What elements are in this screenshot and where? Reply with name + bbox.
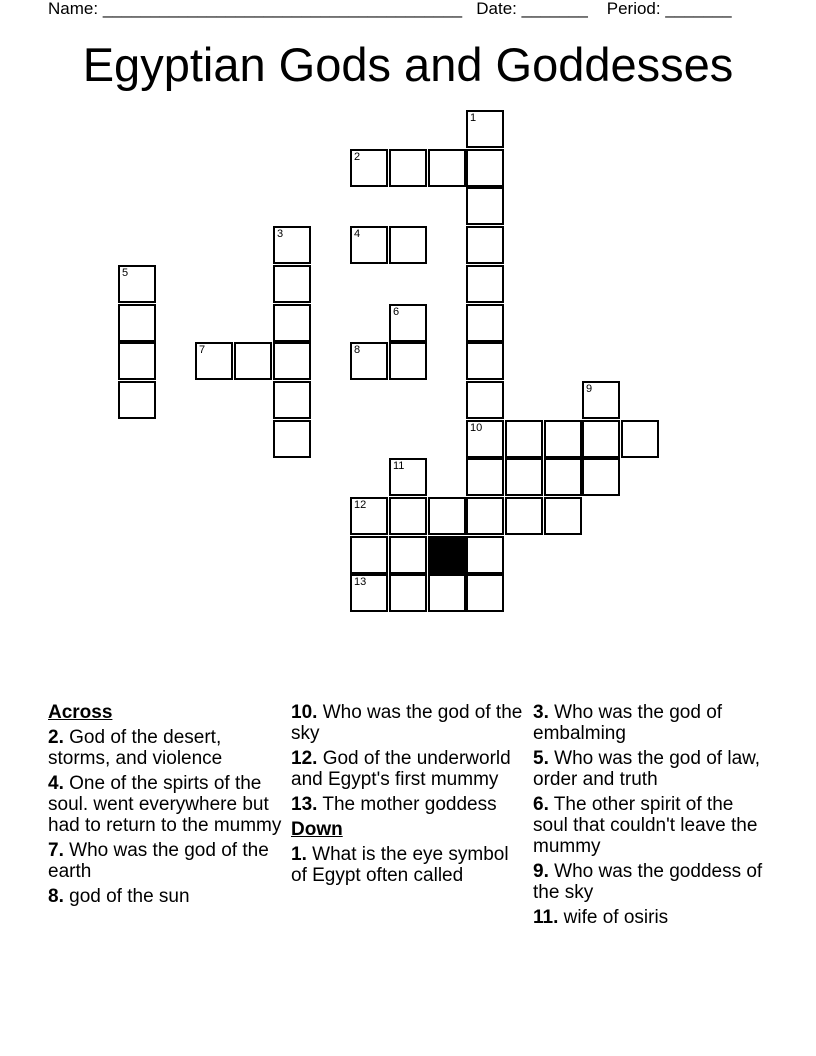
clue-number: 9. [533, 861, 549, 882]
crossword-cell[interactable] [505, 458, 543, 496]
crossword-cell[interactable] [273, 265, 311, 303]
clue-down-11 [533, 907, 773, 928]
crossword-cell[interactable] [582, 420, 620, 458]
crossword-cell[interactable] [428, 574, 466, 612]
clue-text: Who was the god of law, order and truth [533, 748, 761, 790]
crossword-cell[interactable] [466, 265, 504, 303]
clue-number: 12. [291, 748, 318, 769]
crossword-cell[interactable] [350, 149, 388, 187]
clue-number: 3. [533, 702, 549, 723]
clue-text: The mother goddess [322, 794, 497, 815]
crossword-cell[interactable] [466, 226, 504, 264]
cell-number: 7 [199, 344, 206, 356]
crossword-cell[interactable] [118, 265, 156, 303]
cell-number: 9 [586, 383, 593, 395]
crossword-cell[interactable] [118, 342, 156, 380]
clue-down-9 [533, 861, 773, 903]
cell-number: 12 [354, 499, 367, 511]
crossword-cell[interactable] [234, 342, 272, 380]
date-blank[interactable]: _______ [521, 0, 588, 18]
clue-number: 4. [48, 773, 64, 794]
cell-number: 10 [470, 422, 483, 434]
cell-number: 4 [354, 228, 361, 240]
clues-column-1 [48, 702, 283, 911]
crossword-cell[interactable] [582, 381, 620, 419]
crossword-cell[interactable] [389, 536, 427, 574]
crossword-cell[interactable] [466, 342, 504, 380]
clue-number: 1. [291, 844, 307, 865]
crossword-cell[interactable] [389, 304, 427, 342]
crossword-cell[interactable] [350, 342, 388, 380]
blocked-cell [428, 536, 466, 574]
crossword-cell[interactable] [544, 497, 582, 535]
crossword-cell[interactable] [350, 497, 388, 535]
crossword-cell[interactable] [389, 149, 427, 187]
clue-across-12 [291, 748, 526, 790]
clue-down-6 [533, 794, 773, 857]
crossword-cell[interactable] [466, 187, 504, 225]
crossword-cell[interactable] [544, 420, 582, 458]
clue-text: Who was the goddess of the sky [533, 861, 763, 903]
clue-across-10 [291, 702, 526, 744]
crossword-cell[interactable] [466, 458, 504, 496]
period-label: Period: [606, 0, 661, 18]
crossword-cell[interactable] [118, 304, 156, 342]
cell-number: 2 [354, 151, 361, 163]
clue-number: 11. [533, 907, 559, 928]
crossword-cell[interactable] [273, 342, 311, 380]
clue-down-3 [533, 702, 773, 744]
clue-text: God of the desert, storms, and violence [48, 727, 223, 769]
crossword-cell[interactable] [428, 149, 466, 187]
date-label: Date: [476, 0, 517, 18]
crossword-cell[interactable] [466, 574, 504, 612]
crossword-cell[interactable] [466, 149, 504, 187]
crossword-cell[interactable] [118, 381, 156, 419]
cell-number: 13 [354, 576, 367, 588]
clue-text: Who was the god of embalming [533, 702, 723, 744]
cell-number: 8 [354, 344, 361, 356]
crossword-cell[interactable] [273, 381, 311, 419]
clue-number: 8. [48, 886, 64, 907]
crossword-cell[interactable] [621, 420, 659, 458]
period-blank[interactable]: _______ [665, 0, 732, 18]
cell-number: 5 [122, 267, 129, 279]
crossword-cell[interactable] [273, 420, 311, 458]
crossword-cell[interactable] [505, 420, 543, 458]
cell-number: 3 [277, 228, 284, 240]
clue-across-13 [291, 794, 526, 815]
crossword-cell[interactable] [273, 226, 311, 264]
crossword-cell[interactable] [389, 226, 427, 264]
clue-down-1 [291, 844, 526, 886]
clue-down-5 [533, 748, 773, 790]
cell-number: 1 [470, 112, 477, 124]
clue-number: 7. [48, 840, 64, 861]
crossword-cell[interactable] [582, 458, 620, 496]
name-label: Name: [48, 0, 99, 18]
cell-number: 11 [393, 460, 405, 472]
page-title: Egyptian Gods and Goddesses [82, 38, 734, 91]
clue-across-7 [48, 840, 283, 882]
crossword-cell[interactable] [389, 574, 427, 612]
clue-number: 13. [291, 794, 318, 815]
crossword-cell[interactable] [389, 458, 427, 496]
crossword-cell[interactable] [466, 536, 504, 574]
clue-text: Who was the god of the sky [291, 702, 523, 744]
crossword-cell[interactable] [466, 497, 504, 535]
crossword-cell[interactable] [389, 497, 427, 535]
clue-text: One of the spirts of the soul. went everywhere but had to return to the mummy [48, 773, 282, 836]
crossword-cell[interactable] [505, 497, 543, 535]
clue-number: 5. [533, 748, 549, 769]
crossword-cell[interactable] [350, 536, 388, 574]
clues-column-3 [533, 702, 773, 932]
crossword-cell[interactable] [273, 304, 311, 342]
clue-across-2 [48, 727, 283, 769]
clue-text: wife of osiris [563, 907, 669, 928]
crossword-cell[interactable] [195, 342, 233, 380]
name-blank[interactable]: ______________________________________ [102, 0, 463, 18]
down-heading: Down [291, 819, 343, 840]
crossword-cell[interactable] [466, 110, 504, 148]
crossword-cell[interactable] [428, 497, 466, 535]
clue-text: god of the sun [69, 886, 190, 907]
clue-text: What is the eye symbol of Egypt often called [291, 844, 509, 886]
crossword-cell[interactable] [350, 226, 388, 264]
clue-number: 2. [48, 727, 64, 748]
clue-number: 6. [533, 794, 549, 815]
crossword-cell[interactable] [544, 458, 582, 496]
clue-text: The other spirit of the soul that couldn't leave the mummy [533, 794, 758, 857]
crossword-cell[interactable] [466, 420, 504, 458]
across-heading: Across [48, 702, 113, 723]
clue-text: Who was the god of the earth [48, 840, 269, 882]
cell-number: 6 [393, 306, 400, 318]
crossword-cell[interactable] [466, 381, 504, 419]
clues-column-2 [291, 702, 526, 890]
clue-text: God of the underworld and Egypt's first mummy [291, 748, 511, 790]
clue-number: 10. [291, 702, 318, 723]
crossword-cell[interactable] [389, 342, 427, 380]
clue-across-4 [48, 773, 283, 836]
clue-across-8 [48, 886, 283, 907]
crossword-cell[interactable] [350, 574, 388, 612]
crossword-cell[interactable] [466, 304, 504, 342]
